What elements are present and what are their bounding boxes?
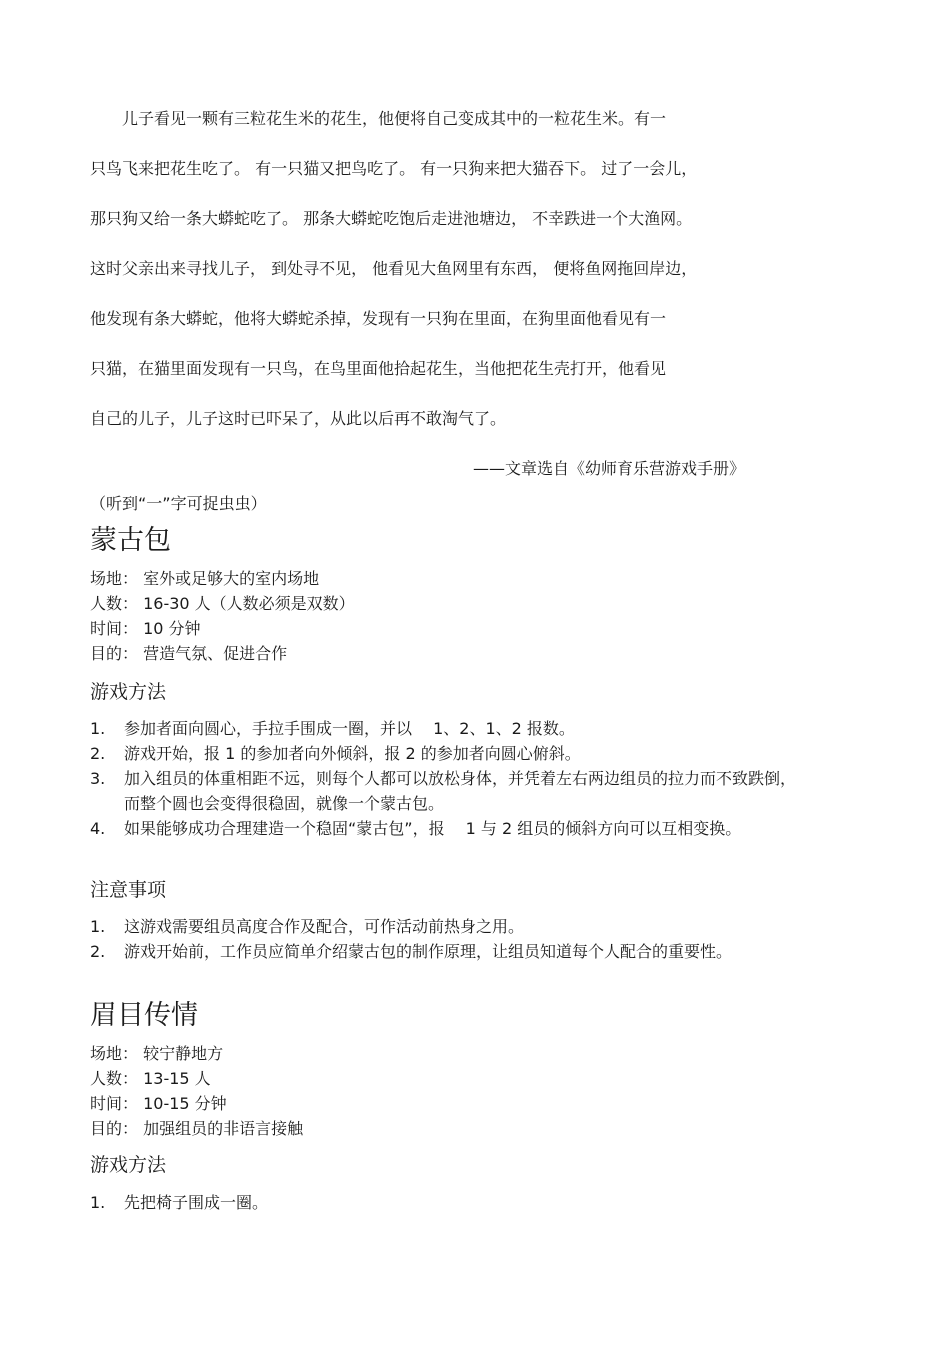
game1-method-list [90,716,804,841]
game2-method-list [90,1190,804,1215]
list-item: 1. 这游戏需要组员高度合作及配合，可作活动前热身之用。 [90,917,525,936]
game2-title: 眉目传情 [90,1000,198,1031]
game2-info [90,1041,303,1141]
game1-method-heading: 游戏方法 [90,681,167,703]
story-line-3: 那只狗又给一条大蟒蛇吃了。 那条大蟒蛇吃饱后走进池塘边， 不幸跌进一个大渔网。 [90,209,693,228]
game1-info-venue: 场地： 室外或足够大的室内场地 [90,569,320,588]
game2-method-heading: 游戏方法 [90,1154,167,1176]
list-item: 4. 如果能够成功合理建造一个稳固“蒙古包”，报 1 与 2 组员的倾斜方向可以互相变换。 [90,819,742,838]
list-item: 1. 先把椅子围成一圈。 [90,1193,269,1212]
story-line-5: 他发现有条大蟒蛇，他将大蟒蛇杀掉，发现有一只狗在里面，在狗里面他看见有一 [90,309,667,328]
story-line-1: 儿子看见一颗有三粒花生米的花生，他便将自己变成其中的一粒花生米。有一 [122,109,667,128]
story-line-4: 这时父亲出来寻找儿子， 到处寻不见， 他看见大鱼网里有东西， 便将鱼网拖回岸边， [90,259,698,278]
game2-info-purpose: 目的： 加强组员的非语言接触 [90,1119,304,1138]
game2-info-time: 时间： 10-15 分钟 [90,1094,227,1113]
list-item: 2. 游戏开始，报 1 的参加者向外倾斜，报 2 的参加者向圆心俯斜。 [90,744,581,763]
game2-info-venue: 场地： 较宁静地方 [90,1044,224,1063]
list-item: 2. 游戏开始前，工作员应简单介绍蒙古包的制作原理，让组员知道每个人配合的重要性。 [90,942,733,961]
list-item: 1. 参加者面向圆心，手拉手围成一圈，并以 1、2、1、2 报数。 [90,719,575,738]
game1-info-time: 时间： 10 分钟 [90,619,201,638]
game1-notes-heading: 注意事项 [90,879,167,901]
game1-info-people: 人数： 16-30 人（人数必须是双数） [90,594,355,613]
story-source: ——文章选自《幼师育乐营游戏手册》 [472,459,745,478]
game1-title: 蒙古包 [90,525,171,556]
story-line-7: 自己的儿子，儿子这时已吓呆了，从此以后再不敢淘气了。 [90,409,507,428]
story-line-6: 只猫，在猫里面发现有一只鸟，在鸟里面他拾起花生，当他把花生壳打开，他看见 [90,359,667,378]
game1-info [90,566,355,666]
story-line-2: 只鸟飞来把花生吃了。 有一只猫又把鸟吃了。 有一只狗来把大猫吞下。 过了一会儿， [90,159,698,178]
story-note: （听到“一”字可捉虫虫） [90,494,267,513]
list-item: 3. 加入组员的体重相距不远，则每个人都可以放松身体，并凭着左右两边组员的拉力而不致跌倒，而整个圆也会变得很稳固，就像一个蒙古包。 [90,769,797,813]
game1-info-purpose: 目的： 营造气氛、促进合作 [90,644,288,663]
game1-notes-list [90,914,804,964]
game2-info-people: 人数： 13-15 人 [90,1069,211,1088]
